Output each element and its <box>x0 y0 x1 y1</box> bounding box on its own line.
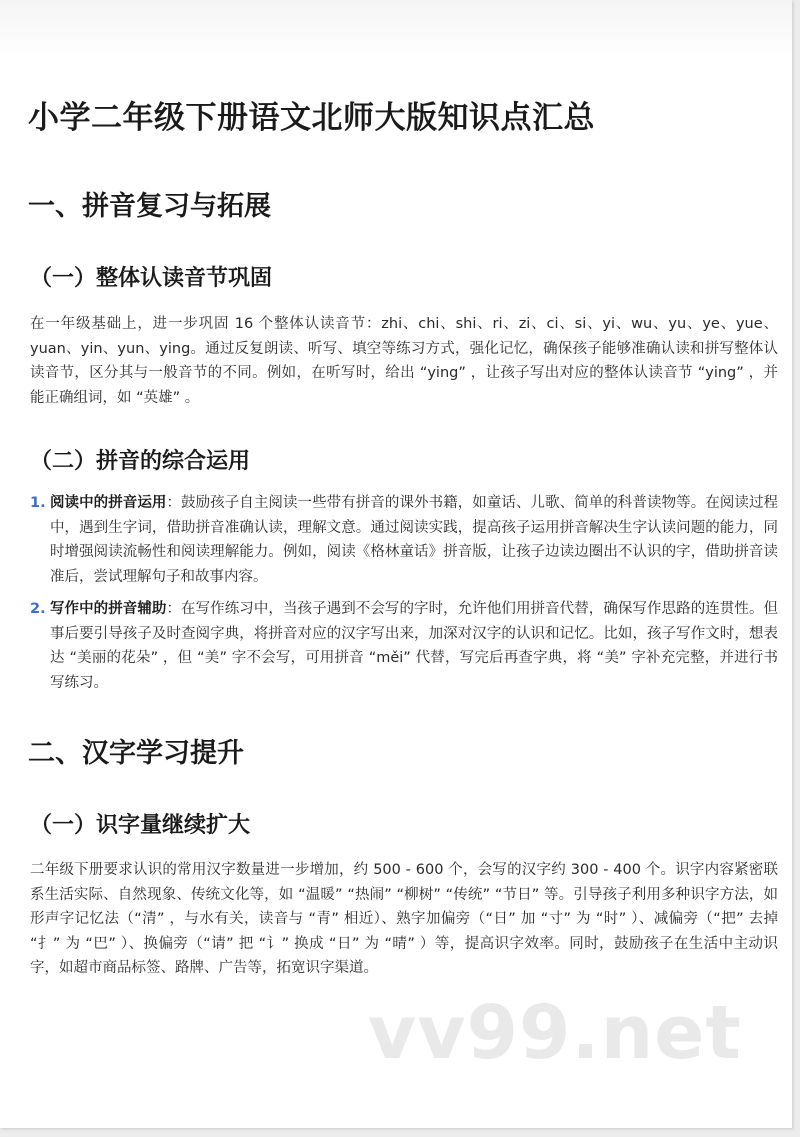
list-item-writing <box>30 597 778 695</box>
subsection-heading-pinyin-usage: （二）拼音的综合运用 <box>30 449 251 474</box>
section-heading-hanzi: 二、汉字学习提升 <box>28 738 244 769</box>
list-item-lead: 写作中的拼音辅助 <box>50 601 167 617</box>
list-item-body <box>50 491 778 589</box>
subsection-heading-literacy: （一）识字量继续扩大 <box>30 813 251 838</box>
list-item-lead: 阅读中的拼音运用 <box>50 495 167 511</box>
list-item-reading <box>30 491 778 589</box>
document-title: 小学二年级下册语文北师大版知识点汇总 <box>28 100 595 136</box>
section-heading-pinyin: 一、拼音复习与拓展 <box>28 191 271 222</box>
list-number: 2. <box>30 601 46 617</box>
paragraph-syllables: 在一年级基础上，进一步巩固 16 个整体认读音节：zhi、chi、shi、ri、zi、ci、si、yi、wu、yu、ye、yue、yuan、yin、yun、ying。通过反复朗读、听写、填空等练习方式，强化记忆，确保孩子能够准确认读和拼写整体认读音节，区分其与一般音节的不同。例如，在听写时，给出 “ying” ，让孩子写出对应的整体认读音节 “ying” ，并能正确组词，如 “英雄” 。 <box>30 316 778 406</box>
watermark-text: vv99.net <box>368 990 742 1076</box>
paragraph-literacy: 二年级下册要求认识的常用汉字数量进一步增加，约 500 - 600 个，会写的汉字约 300 - 400 个。识字内容紧密联系生活实际、自然现象、传统文化等，如 “温暖” “热闹” “柳树” “传统” “节日” 等。引导孩子利用多种识字方法，如形声字记忆法（“清” ，与水有关，读音与 “青” 相近）、熟字加偏旁（“日” 加 “寸” 为 “时” ）、减偏旁（“把” 去掉 “扌” 为 “巴” ）、换偏旁（“请” 把 “讠” 换成 “日” 为 “晴” ）等，提高识字效率。同时，鼓励孩子在生活中主动识字，如超市商品标签、路牌、广告等，拓宽识字渠道。 <box>30 862 778 976</box>
page-top-band <box>0 0 792 60</box>
list-number: 1. <box>30 495 46 511</box>
subsection-heading-syllables: （一）整体认读音节巩固 <box>30 266 273 291</box>
list-item-body <box>50 597 778 695</box>
list-item-text: ：鼓励孩子自主阅读一些带有拼音的课外书籍，如童话、儿歌、简单的科普读物等。在阅读过程中，遇到生字词，借助拼音准确认读，理解文意。通过阅读实践，提高孩子运用拼音解决生字认读问题的能力，同时增强阅读流畅性和阅读理解能力。例如，阅读《格林童话》拼音版，让孩子边读边圈出不认识的字，借助拼音读准后，尝试理解句子和故事内容。 <box>50 495 779 585</box>
list-item-text: ：在写作练习中，当孩子遇到不会写的字时，允许他们用拼音代替，确保写作思路的连贯性。但事后要引导孩子及时查阅字典，将拼音对应的汉字写出来，加深对汉字的认识和记忆。比如，孩子写作文时，想表达 “美丽的花朵” ，但 “美” 字不会写，可用拼音 “měi” 代替，写完后再查字典，将 “美” 字补充完整，并进行书写练习。 <box>50 601 779 691</box>
